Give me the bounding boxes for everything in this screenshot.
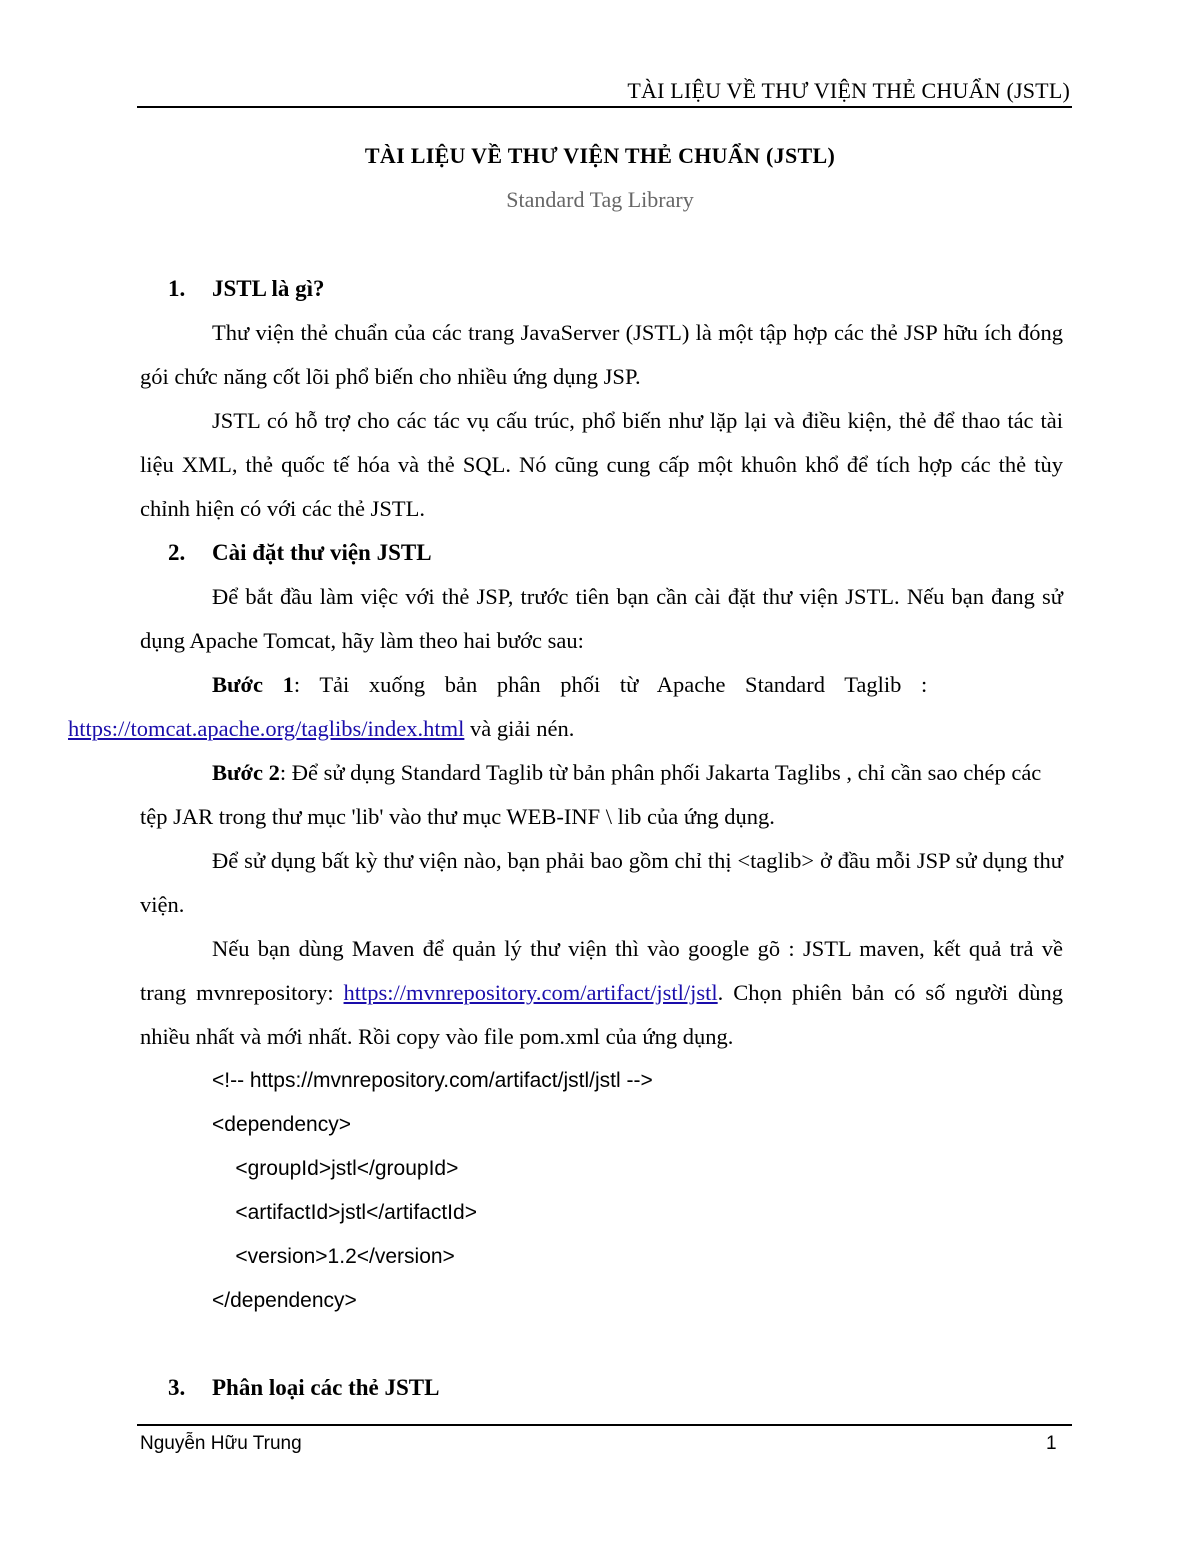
section-title: Cài đặt thư viện JSTL	[212, 540, 432, 565]
section-heading-3	[168, 1375, 439, 1401]
step-2-text: : Để sử dụng Standard Taglib từ bản phân phối Jakarta Taglibs , chỉ cần sao chép các tệp JAR trong thư mục 'lib' vào thư mục WEB-INF \ lib của ứng dụng.	[140, 760, 1042, 829]
document-subtitle: Standard Tag Library	[506, 187, 694, 212]
code-line: <artifactId>jstl</artifactId>	[212, 1201, 477, 1224]
header-rule	[137, 106, 1072, 108]
paragraph-jstl-support: JSTL có hỗ trợ cho các tác vụ cấu trúc, phổ biến như lặp lại và điều kiện, thẻ để thao tác tài liệu XML, thẻ quốc tế hóa và thẻ SQL. Nó cũng cung cấp một khuôn khổ để tích hợp các thẻ tùy chỉnh hiện có với các thẻ JSTL.	[140, 408, 1063, 521]
code-line: <version>1.2</version>	[212, 1245, 455, 1268]
document-title: TÀI LIỆU VỀ THƯ VIỆN THẺ CHUẨN (JSTL)	[364, 143, 836, 168]
paragraph-jstl-definition: Thư viện thẻ chuẩn của các trang JavaServer (JSTL) là một tập hợp các thẻ JSP hữu ích đóng gói chức năng cốt lõi phổ biến cho nhiều ứng dụng JSP.	[140, 320, 1063, 389]
paragraph-step-2	[140, 751, 1063, 839]
running-header: TÀI LIỆU VỀ THƯ VIỆN THẺ CHUẨN (JSTL)	[627, 78, 1070, 103]
code-line: <groupId>jstl</groupId>	[212, 1157, 459, 1180]
step-1-text: : Tải xuống bản phân phối từ Apache Standard Taglib :	[293, 672, 928, 697]
maven-dependency-code	[212, 1059, 653, 1323]
page-number: 1	[1046, 1433, 1057, 1454]
section-heading-2	[168, 540, 432, 566]
paragraph-install-intro: Để bắt đầu làm việc với thẻ JSP, trước tiên bạn cần cài đặt thư viện JSTL. Nếu bạn đang sử dụng Apache Tomcat, hãy làm theo hai bước sau:	[140, 584, 1063, 653]
footer-rule	[137, 1424, 1072, 1426]
tomcat-taglibs-link[interactable]: https://tomcat.apache.org/taglibs/index.html	[68, 716, 465, 741]
code-line: <!-- https://mvnrepository.com/artifact/jstl/jstl -->	[212, 1069, 653, 1092]
section-heading-1	[168, 276, 324, 302]
section-title: JSTL là gì?	[212, 276, 325, 301]
section-number: 1.	[168, 276, 186, 301]
paragraph-taglib-directive: Để sử dụng bất kỳ thư viện nào, bạn phải bao gồm chỉ thị <taglib> ở đầu mỗi JSP sử dụng thư viện.	[140, 848, 1063, 917]
code-line: <dependency>	[212, 1113, 351, 1136]
section-title: Phân loại các thẻ JSTL	[212, 1375, 440, 1400]
paragraph-step-1	[68, 663, 1063, 751]
step-1-label: Bước 1	[212, 672, 294, 697]
step-1-after: và giải nén.	[464, 716, 575, 741]
section-number: 3.	[168, 1375, 186, 1400]
maven-text-after: . Chọn phiên bản có số người dùng nhiều nhất và mới nhất. Rồi copy vào file pom.xml của ứng dụng.	[140, 980, 1063, 1049]
step-2-label: Bước 2	[212, 760, 280, 785]
footer-author: Nguyễn Hữu Trung	[140, 1433, 302, 1454]
section-number: 2.	[168, 540, 186, 565]
mvnrepository-link[interactable]: https://mvnrepository.com/artifact/jstl/jstl	[343, 980, 718, 1005]
code-line: </dependency>	[212, 1289, 357, 1312]
maven-text-before: Nếu bạn dùng Maven để quản lý thư viện thì vào google gõ : JSTL maven, kết quả trả về trang mvnrepository:	[140, 936, 1063, 1005]
paragraph-maven	[140, 927, 1063, 1059]
